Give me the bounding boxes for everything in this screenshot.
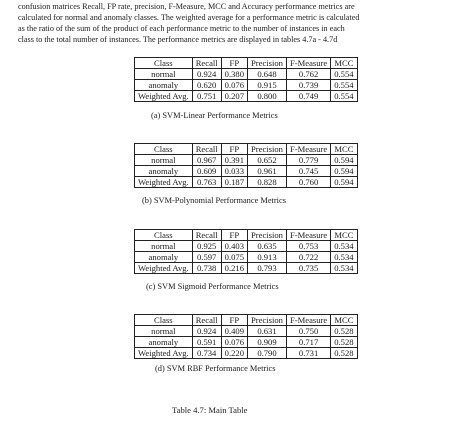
- cell-f-measure: 0.717: [286, 337, 330, 348]
- metrics-table-c: [134, 229, 358, 274]
- cell-recall: 0.967: [192, 155, 221, 166]
- header-class: Class: [135, 315, 193, 326]
- header-fp: FP: [221, 58, 247, 69]
- cell-mcc: 0.528: [331, 337, 357, 348]
- table-caption-d: (d) SVM RBF Performance Metrics: [155, 364, 276, 373]
- cell-recall: 0.609: [192, 166, 221, 177]
- header-fp: FP: [221, 315, 247, 326]
- cell-f-measure: 0.739: [286, 80, 330, 91]
- cell-fp: 0.380: [221, 69, 247, 80]
- cell-fp: 0.033: [221, 166, 247, 177]
- header-f-measure: F-Measure: [286, 230, 330, 241]
- cell-f-measure: 0.749: [286, 91, 330, 102]
- cell-recall: 0.924: [192, 326, 221, 337]
- table-row: [135, 177, 358, 188]
- header-mcc: MCC: [331, 230, 357, 241]
- cell-class: anomaly: [135, 80, 193, 91]
- cell-f-measure: 0.722: [286, 252, 330, 263]
- paragraph-line: as the ratio of the sum of the product of each performance metric to the number of instances in each: [18, 24, 345, 34]
- metrics-table-a: [134, 57, 358, 102]
- cell-precision: 0.828: [248, 177, 287, 188]
- cell-mcc: 0.594: [331, 155, 357, 166]
- header-fp: FP: [221, 230, 247, 241]
- table-row: [135, 326, 358, 337]
- cell-precision: 0.961: [248, 166, 287, 177]
- cell-class: normal: [135, 69, 193, 80]
- paragraph-line: confusion matrices Recall, FP rate, precision, F-Measure, MCC and Accuracy performance metrics are: [18, 2, 355, 11]
- cell-f-measure: 0.779: [286, 155, 330, 166]
- header-recall: Recall: [192, 315, 221, 326]
- cell-fp: 0.207: [221, 91, 247, 102]
- cell-fp: 0.220: [221, 348, 247, 359]
- cell-class: Weighted Avg.: [135, 263, 193, 274]
- cell-mcc: 0.528: [331, 348, 357, 359]
- table-row: [135, 348, 358, 359]
- header-mcc: MCC: [331, 315, 357, 326]
- cell-precision: 0.793: [248, 263, 287, 274]
- header-recall: Recall: [192, 144, 221, 155]
- header-mcc: MCC: [331, 58, 357, 69]
- metrics-table-d: [134, 314, 358, 359]
- table-header-row: [135, 144, 358, 155]
- cell-precision: 0.800: [248, 91, 287, 102]
- cell-f-measure: 0.753: [286, 241, 330, 252]
- table-header-row: [135, 58, 358, 69]
- body-paragraph: [18, 1, 430, 45]
- table-row: [135, 241, 358, 252]
- header-precision: Precision: [248, 144, 287, 155]
- table-row: [135, 263, 358, 274]
- cell-recall: 0.734: [192, 348, 221, 359]
- cell-class: Weighted Avg.: [135, 348, 193, 359]
- cell-mcc: 0.528: [331, 326, 357, 337]
- table-row: [135, 80, 358, 91]
- cell-class: normal: [135, 241, 193, 252]
- header-f-measure: F-Measure: [286, 144, 330, 155]
- cell-class: normal: [135, 155, 193, 166]
- header-class: Class: [135, 58, 193, 69]
- metrics-table-b: [134, 143, 358, 188]
- header-fp: FP: [221, 144, 247, 155]
- cell-mcc: 0.554: [331, 91, 357, 102]
- cell-f-measure: 0.760: [286, 177, 330, 188]
- cell-mcc: 0.594: [331, 177, 357, 188]
- cell-fp: 0.403: [221, 241, 247, 252]
- header-mcc: MCC: [331, 144, 357, 155]
- cell-fp: 0.076: [221, 80, 247, 91]
- table-row: [135, 69, 358, 80]
- main-table-caption: Table 4.7: Main Table: [172, 405, 248, 415]
- cell-precision: 0.915: [248, 80, 287, 91]
- cell-class: anomaly: [135, 337, 193, 348]
- cell-precision: 0.790: [248, 348, 287, 359]
- header-precision: Precision: [248, 315, 287, 326]
- header-f-measure: F-Measure: [286, 58, 330, 69]
- cell-mcc: 0.554: [331, 69, 357, 80]
- header-precision: Precision: [248, 230, 287, 241]
- cell-precision: 0.909: [248, 337, 287, 348]
- table-row: [135, 337, 358, 348]
- cell-class: anomaly: [135, 252, 193, 263]
- cell-recall: 0.751: [192, 91, 221, 102]
- cell-recall: 0.924: [192, 69, 221, 80]
- cell-fp: 0.216: [221, 263, 247, 274]
- cell-class: Weighted Avg.: [135, 177, 193, 188]
- header-class: Class: [135, 230, 193, 241]
- table-header-row: [135, 315, 358, 326]
- cell-recall: 0.597: [192, 252, 221, 263]
- cell-class: anomaly: [135, 166, 193, 177]
- cell-mcc: 0.534: [331, 263, 357, 274]
- cell-f-measure: 0.745: [286, 166, 330, 177]
- cell-precision: 0.631: [248, 326, 287, 337]
- cell-f-measure: 0.731: [286, 348, 330, 359]
- cell-mcc: 0.554: [331, 80, 357, 91]
- paragraph-line: calculated for normal and anomaly classes. The weighted average for a performance metric is calculated: [18, 13, 360, 23]
- table-header-row: [135, 230, 358, 241]
- cell-fp: 0.409: [221, 326, 247, 337]
- cell-recall: 0.620: [192, 80, 221, 91]
- cell-fp: 0.187: [221, 177, 247, 188]
- table-row: [135, 252, 358, 263]
- cell-fp: 0.391: [221, 155, 247, 166]
- cell-recall: 0.591: [192, 337, 221, 348]
- header-f-measure: F-Measure: [286, 315, 330, 326]
- header-recall: Recall: [192, 58, 221, 69]
- table-caption-b: (b) SVM-Polynomial Performance Metrics: [142, 196, 286, 205]
- table-row: [135, 155, 358, 166]
- header-class: Class: [135, 144, 193, 155]
- table-caption-c: (c) SVM Sigmoid Performance Metrics: [146, 282, 279, 291]
- table-caption-a: (a) SVM-Linear Performance Metrics: [151, 111, 278, 120]
- cell-mcc: 0.534: [331, 252, 357, 263]
- cell-recall: 0.925: [192, 241, 221, 252]
- cell-class: normal: [135, 326, 193, 337]
- cell-fp: 0.076: [221, 337, 247, 348]
- cell-f-measure: 0.735: [286, 263, 330, 274]
- paragraph-line: class to the total number of instances. The performance metrics are displayed in tables 4.7a - 4.7d: [18, 35, 338, 45]
- cell-recall: 0.738: [192, 263, 221, 274]
- cell-recall: 0.763: [192, 177, 221, 188]
- cell-mcc: 0.534: [331, 241, 357, 252]
- cell-precision: 0.652: [248, 155, 287, 166]
- table-row: [135, 91, 358, 102]
- cell-precision: 0.648: [248, 69, 287, 80]
- cell-class: Weighted Avg.: [135, 91, 193, 102]
- cell-f-measure: 0.762: [286, 69, 330, 80]
- header-precision: Precision: [248, 58, 287, 69]
- cell-fp: 0.075: [221, 252, 247, 263]
- cell-precision: 0.913: [248, 252, 287, 263]
- cell-mcc: 0.594: [331, 166, 357, 177]
- cell-f-measure: 0.750: [286, 326, 330, 337]
- header-recall: Recall: [192, 230, 221, 241]
- table-row: [135, 166, 358, 177]
- cell-precision: 0.635: [248, 241, 287, 252]
